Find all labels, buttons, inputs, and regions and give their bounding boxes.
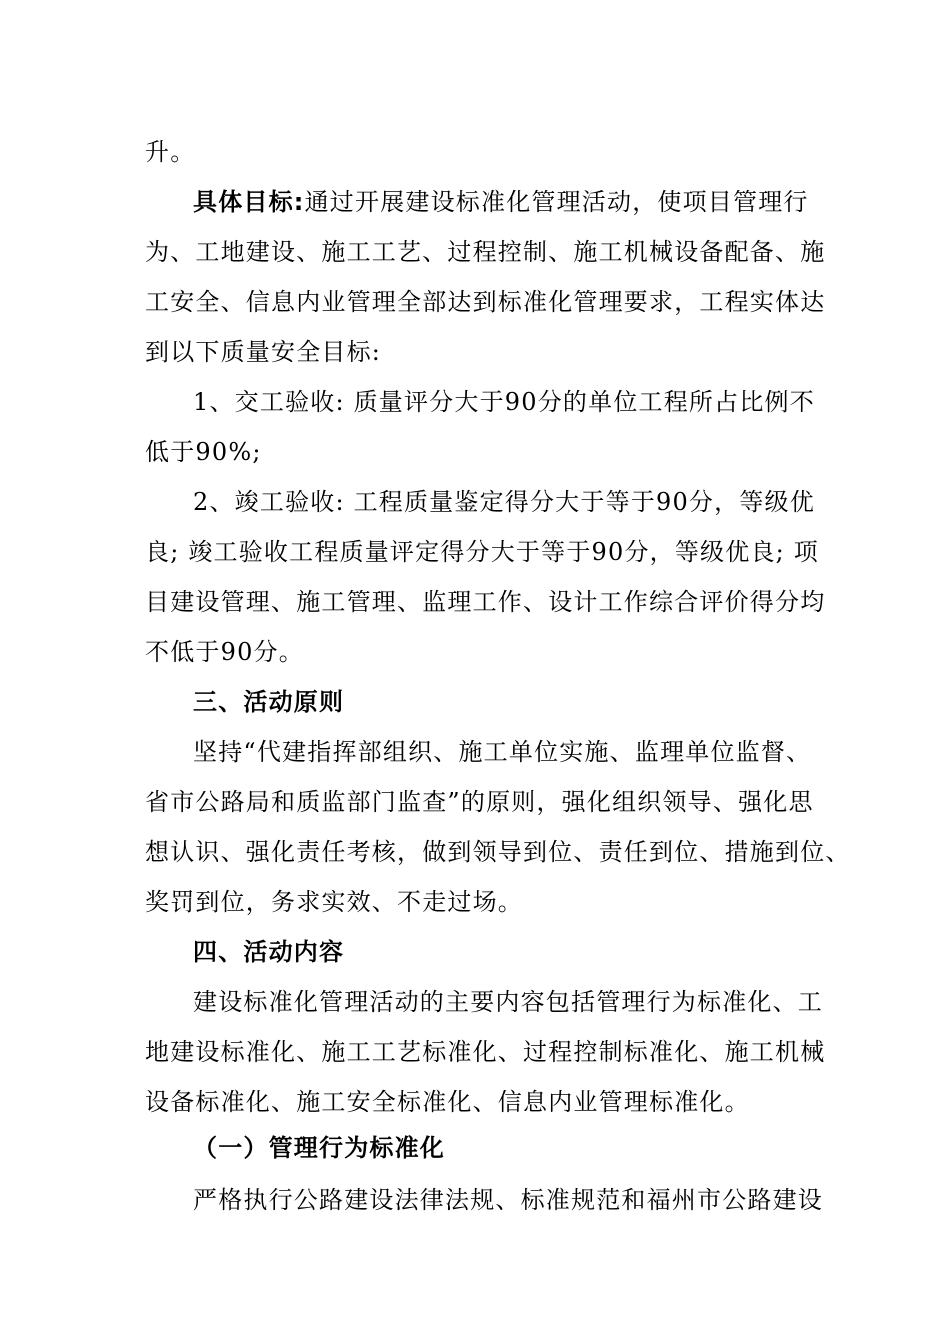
paragraph-line: 工安全、信息内业管理全部达到标准化管理要求，工程实体达 [145, 288, 826, 316]
paragraph-line: 具体目标:通过开展建设标准化管理活动，使项目管理行 [193, 188, 809, 216]
paragraph-line: 到以下质量安全目标: [145, 338, 382, 366]
paragraph-line: 良; 竣工验收工程质量评定得分大于等于90分，等级优良; 项 [145, 538, 819, 566]
paragraph-line: 设备标准化、施工安全标准化、信息内业管理标准化。 [145, 1088, 750, 1116]
subsection-heading: （一）管理行为标准化 [193, 1134, 445, 1162]
paragraph-line: 不低于90分。 [145, 638, 304, 666]
paragraph-line: 目建设管理、施工管理、监理工作、设计工作综合评价得分均 [145, 588, 826, 616]
section-heading: 四、活动内容 [193, 938, 345, 966]
section-heading: 三、活动原则 [193, 688, 345, 716]
paragraph-line: 想认识、强化责任考核，做到领导到位、责任到位、措施到位、 [145, 838, 851, 866]
paragraph-line: 坚持“代建指挥部组织、施工单位实施、监理单位监督、 [193, 738, 812, 766]
paragraph-line: 严格执行公路建设法律法规、标准规范和福州市公路建设 [193, 1186, 823, 1214]
paragraph-line: 1、交工验收: 质量评分大于90分的单位工程所占比例不 [193, 388, 815, 416]
inline-label: 具体目标: [193, 188, 305, 216]
paragraph-line: 奖罚到位，务求实效、不走过场。 [145, 888, 523, 916]
paragraph-line: 地建设标准化、施工工艺标准化、过程控制标准化、施工机械 [145, 1038, 826, 1066]
paragraph-line: 低于90%; [145, 438, 262, 466]
paragraph-line: 升。 [145, 138, 196, 166]
paragraph-line: 省市公路局和质监部门监查”的原则，强化组织领导、强化思 [145, 788, 814, 816]
paragraph-line: 建设标准化管理活动的主要内容包括管理行为标准化、工 [193, 988, 823, 1016]
paragraph-line: 为、工地建设、施工工艺、过程控制、施工机械设备配备、施 [145, 238, 826, 266]
paragraph-line: 2、竣工验收: 工程质量鉴定得分大于等于90分，等级优 [193, 488, 815, 516]
